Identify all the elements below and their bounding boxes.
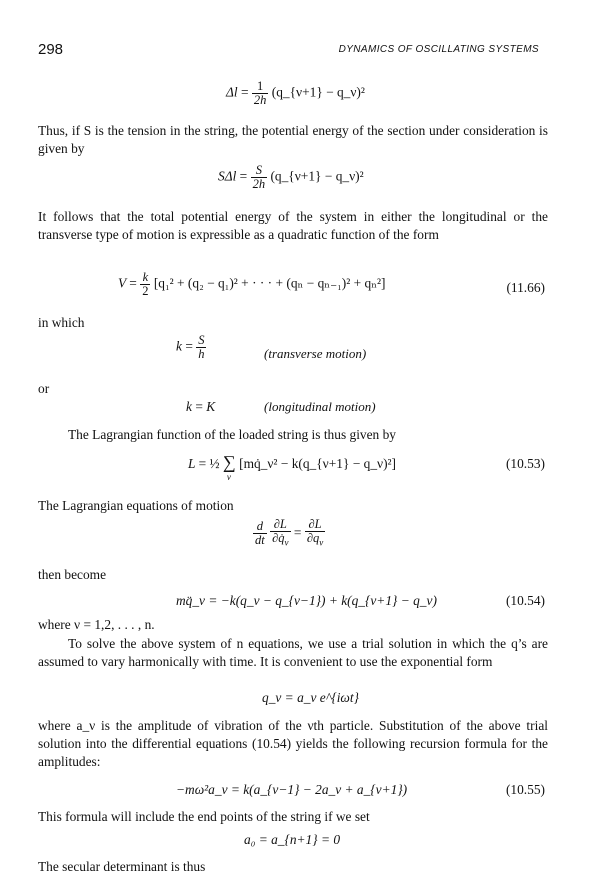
equation-s-delta-l-body: (q_{ν+1} − q_ν)² xyxy=(270,168,364,184)
equation-number-10-55: (10.55) xyxy=(505,782,545,797)
equation-recursion: −mω²a_ν = k(a_{ν−1} − 2a_ν + a_{ν+1}) xyxy=(176,782,408,797)
text-lagrange-eqs-intro: The Lagrangian equations of motion xyxy=(38,498,234,513)
text-in-which: in which xyxy=(38,315,85,330)
note-longitudinal-motion: (longitudinal motion) xyxy=(264,399,376,414)
equation-k-longitudinal: k = K xyxy=(186,399,216,414)
text-end-points: This formula will include the end points of the string if we set xyxy=(38,809,370,824)
text-then-become: then become xyxy=(38,567,107,582)
equation-delta-l-body: (q_{ν+1} − q_ν)² xyxy=(271,84,365,100)
equation-lagrange: $\frac{d}{dt}$ $\frac{\partial L}{\partial q̇_\nu}$ = $\frac{\partial L}{\partial q_\nu}$ xyxy=(255,517,324,548)
running-head: DYNAMICS OF OSCILLATING SYSTEMS xyxy=(338,44,539,55)
equation-lagrangian: L = ½ ∑ ν [mq̇_ν² − k(q_{ν+1} − q_ν)²] xyxy=(188,452,397,482)
paragraph-total-potential: It follows that the total potential energy of the system in either the longitudinal or the transverse type of motion is expressible as a quadratic function of the form xyxy=(38,209,548,243)
equation-number-10-53: (10.53) xyxy=(505,456,545,471)
equation-s-delta-l: SΔl = $\frac{S}{2h}$ (q_{ν+1} − q_ν)² xyxy=(218,163,364,191)
equation-number-10-54: (10.54) xyxy=(505,593,545,608)
page-number: 298 xyxy=(38,41,64,58)
text-where-nu: where ν = 1,2, . . . , n. xyxy=(38,617,155,632)
equation-potential: V = $\frac{k}{2}$ [q₁² + (q₂ − q₁)² + · · · + (qₙ − qₙ₋₁)² + qₙ²] xyxy=(118,270,386,298)
paragraph-substitution: where a_ν is the amplitude of vibration of the νth particle. Substitution of the above trial solution into the differential equations (10.54) yields the following recursion formula for the amplitudes: xyxy=(38,718,548,770)
equation-lagrangian-body: [mq̇_ν² − k(q_{ν+1} − q_ν)²] xyxy=(239,456,397,471)
equation-delta-l: Δl = $\frac{1}{2h}$ (q_{ν+1} − q_ν)² xyxy=(226,79,365,107)
text-secular-determinant: The secular determinant is thus xyxy=(38,859,206,874)
equation-trial: q_ν = a_ν e^{iωt} xyxy=(262,690,359,705)
equation-potential-body: [q₁² + (q₂ − q₁)² + · · · + (qₙ − qₙ₋₁)² + qₙ²] xyxy=(153,275,386,291)
equation-k-transverse: k = $\frac{S}{h}$ xyxy=(176,333,205,361)
equation-end-points: a₀ = a_{n+1} = 0 xyxy=(244,832,341,847)
note-transverse-motion: (transverse motion) xyxy=(264,346,367,361)
equation-of-motion: mq̈_ν = −k(q_ν − q_{ν−1}) + k(q_{ν+1} − q_ν) xyxy=(176,593,437,608)
text-or: or xyxy=(38,381,50,396)
sum-symbol: ∑ ν xyxy=(222,452,236,482)
text-lagrangian-intro: The Lagrangian function of the loaded string is thus given by xyxy=(68,427,396,442)
paragraph-trial-solution: To solve the above system of n equations, we use a trial solution in which the q’s are assumed to vary harmonically with time. It is convenient to use the exponential form xyxy=(38,636,548,670)
paragraph-tension: Thus, if S is the tension in the string, the potential energy of the section under consideration is given by xyxy=(38,123,548,157)
equation-number-11-66: (11.66) xyxy=(506,280,545,295)
